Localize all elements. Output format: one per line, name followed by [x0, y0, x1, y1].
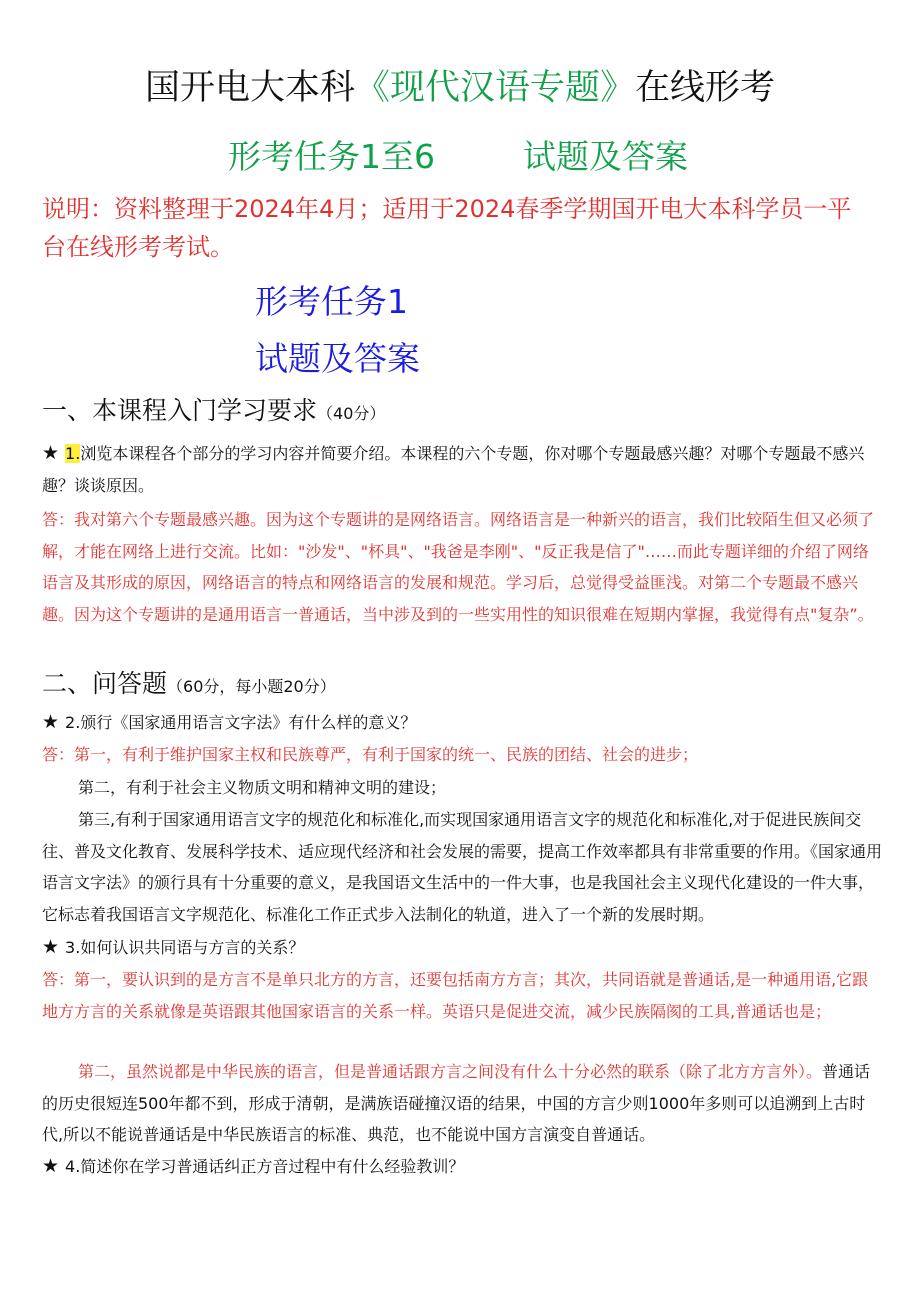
answer-2-part-1: 答：第一，有利于维护国家主权和民族尊严，有利于国家的统一、民族的团结、社会的进步； [42, 745, 699, 764]
answer-3-part-2 [42, 1056, 882, 1151]
document-title [0, 66, 920, 110]
question-4-text: 4.简述你在学习普通话纠正方音过程中有什么经验教训？ [65, 1157, 465, 1176]
star-icon: ★ [42, 1155, 60, 1177]
section-1-heading-text: 一、本课程入门学习要求 [42, 396, 318, 425]
answer-2-part-2: 第二，有利于社会主义物质文明和精神文明的建设； [78, 778, 447, 797]
question-2-text: 2.颁行《国家通用语言文字法》有什么样的意义？ [65, 713, 417, 732]
section-1-heading [42, 394, 385, 431]
section-1-points: （40分） [317, 404, 386, 423]
question-4 [42, 1151, 882, 1183]
question-2 [42, 707, 882, 739]
answer-3-part-2-red: 第二，虽然说都是中华民族的语言，但是普通话跟方言之间没有什么十分必然的联系（除了北方方言外）。 [78, 1062, 823, 1081]
task-subtitle: 试题及答案 [255, 339, 420, 378]
note-line-2: 台在线形考考试。 [42, 233, 234, 261]
title-prefix: 国开电大本科 [144, 68, 355, 108]
answer-3-part-1: 答：第一，要认识到的是方言不是单只北方的方言，还要包括南方方言；其次，共同语就是普通话,是一种通用语,它跟地方方言的关系就像是英语跟其他国家语言的关系一样。英语只是促进交流，减少民族隔阂的工具,普通话也是； [42, 970, 869, 1021]
note-line-1: 说明：资料整理于2024年4月；适用于2024春季学期国开电大本科学员一平 [42, 195, 852, 223]
answer-3-part-2-black: 普通话的历史很短连500年都不到，形成于清朝，是满族语碰撞汉语的结果，中国的方言少则1000年多则可以追溯到上古时代,所以不能说普通话是中华民族语言的标准、典范，也不能说中国方言演变自普通话。 [42, 1062, 871, 1144]
title-course: 《现代汉语专题》 [354, 68, 635, 108]
star-icon: ★ [42, 936, 60, 958]
answer-2-part-3: 第三,有利于国家通用语言文字的规范化和标准化,而实现国家通用语言文字的规范化和标准化,对于促进民族间交往、普及文化教育、发展科学技术、适应现代经济和社会发展的需要，提高工作效率都具有非常重要的作用。《国家通用语言文字法》的颁行具有十分重要的意义，是我国语文生活中的一件大事，也是我国社会主义现代化建设的一件大事，它标志着我国语言文字规范化、标准化工作正式步入法制化的轨道，进入了一个新的发展时期。 [42, 810, 883, 924]
question-1 [42, 438, 882, 501]
star-icon: ★ [42, 442, 60, 464]
subtitle-left: 形考任务1至6 [228, 137, 435, 176]
answer-1: 答：我对第六个专题最感兴趣。因为这个专题讲的是网络语言。网络语言是一种新兴的语言，我们比较陌生但又必须了解，才能在网络上进行交流。比如："沙发"、"杯具"、"我爸是李刚"、"反正我是信了"……而此专题详细的介绍了网络语言及其形成的原因，网络语言的特点和网络语言的发展和规范。学习后，总觉得受益匪浅。对第二个专题最不感兴趣。因为这个专题讲的是通用语言一普通话，当中涉及到的一些实用性的知识很难在短期内掌握，我觉得有点"复杂”。 [42, 510, 875, 624]
star-icon: ★ [42, 711, 60, 733]
subtitle-right: 试题及答案 [523, 137, 688, 176]
question-3 [42, 932, 882, 964]
title-suffix: 在线形考 [635, 68, 776, 108]
task-title: 形考任务1 [255, 282, 408, 321]
section-2-heading [42, 667, 336, 704]
question-1-text: 浏览本课程各个部分的学习内容并简要介绍。本课程的六个专题，你对哪个专题最感兴趣？对哪个专题最不感兴趣？谈谈原因。 [42, 444, 865, 495]
question-1-number: 1. [65, 444, 81, 463]
question-3-text: 3.如何认识共同语与方言的关系？ [65, 938, 305, 957]
note-paragraph [42, 190, 882, 266]
section-2-heading-text: 二、问答题 [42, 669, 168, 698]
section-2-points: （60分，每小题20分） [167, 677, 336, 696]
